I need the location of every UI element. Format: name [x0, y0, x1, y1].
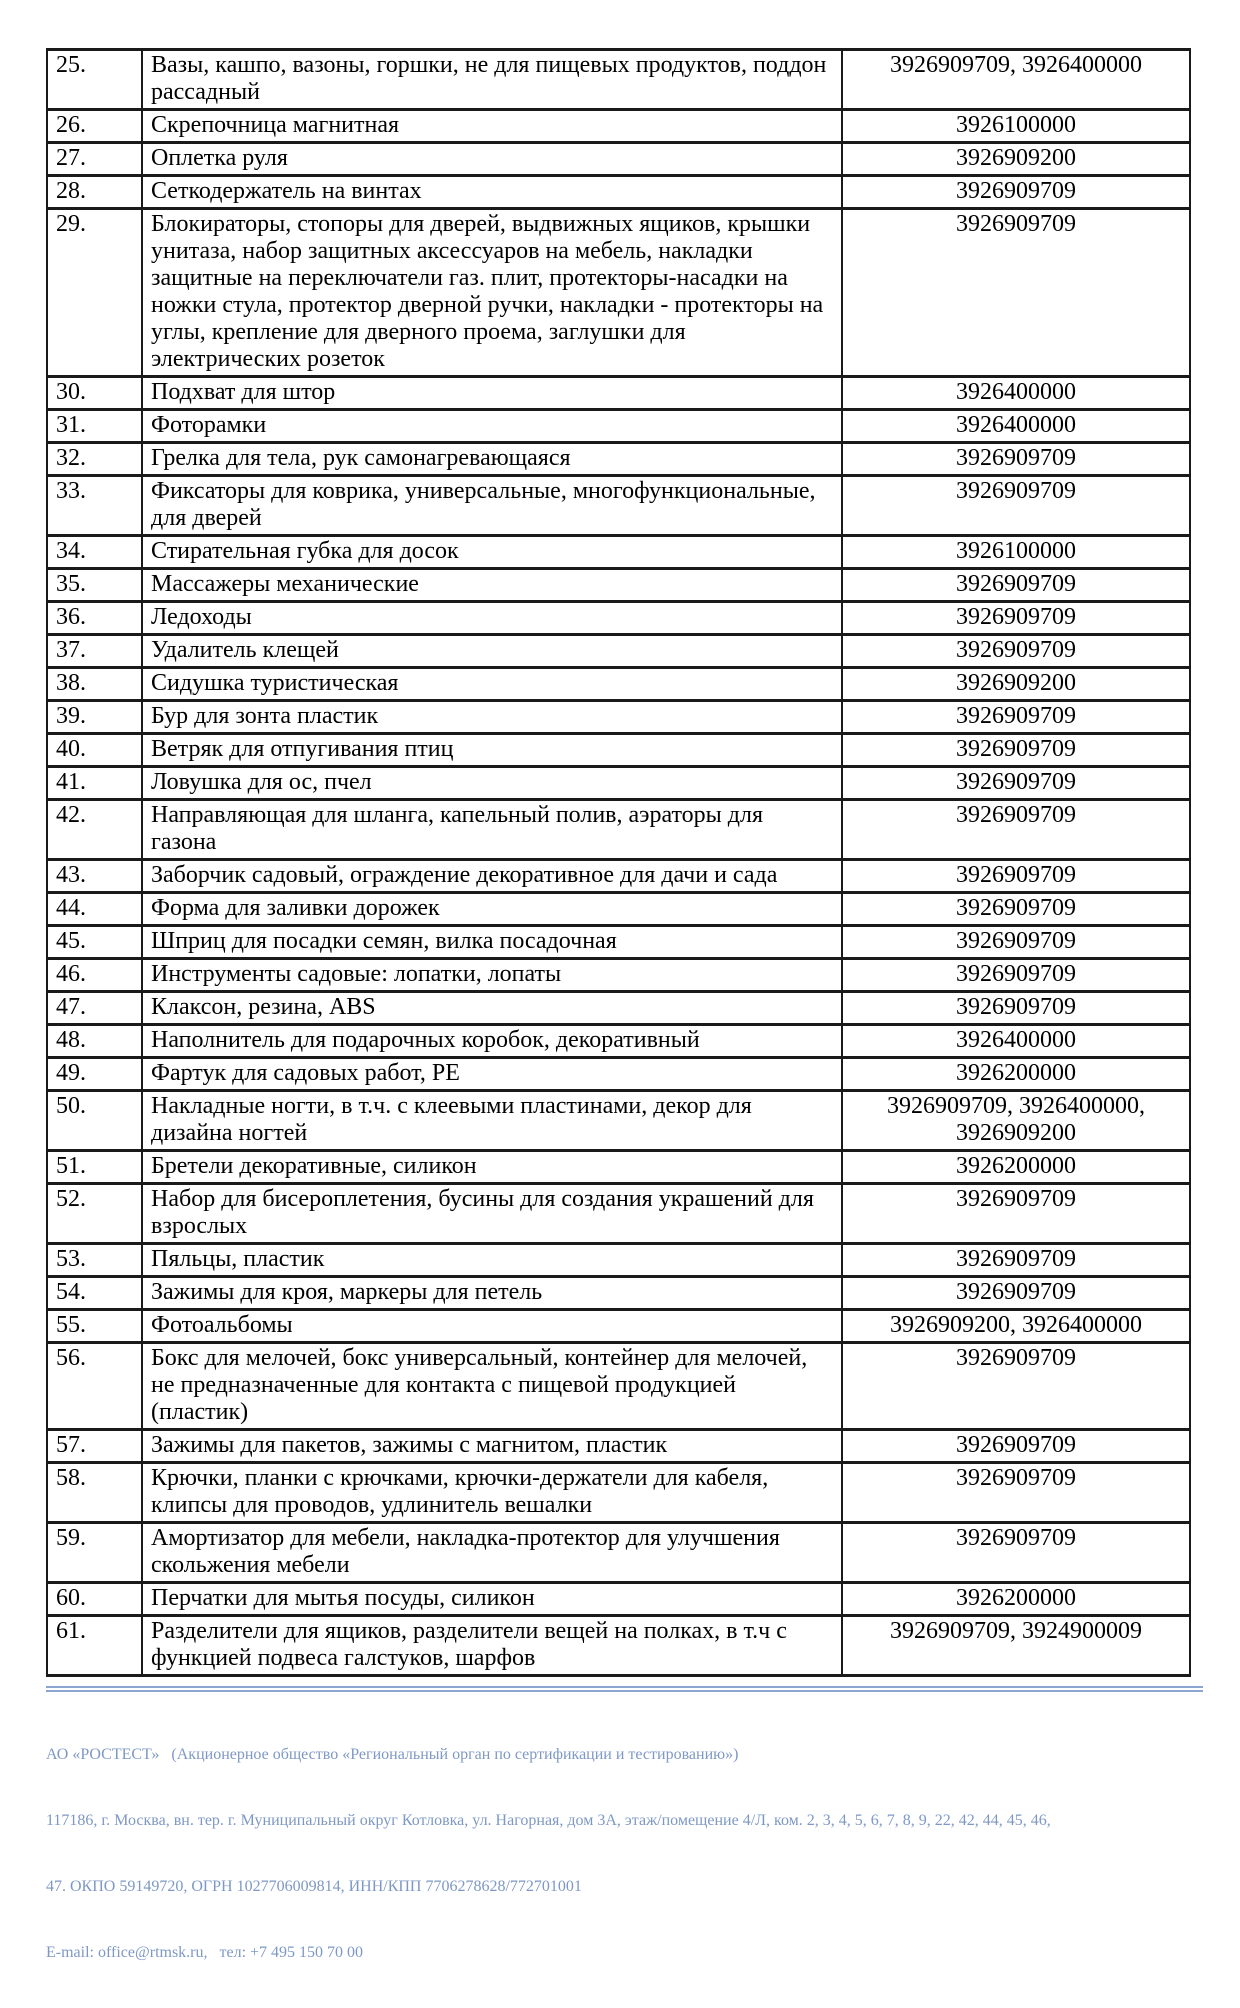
table-row: [47, 410, 1190, 443]
row-description-cell: Блокираторы, стопоры для дверей, выдвижных ящиков, крышки унитаза, набор защитных аксессуаров на мебель, накладки защитные на переключатели газ. плит, протекторы-насадки на ножки стула, протектор дверной ручки, накладки - протекторы на углы, крепление для дверного проема, заглушки для электрических розеток: [142, 209, 842, 377]
row-number-cell: 29.: [47, 209, 142, 377]
row-description-cell: Разделители для ящиков, разделители вещей на полках, в т.ч с функцией подвеса галстуков, шарфов: [142, 1616, 842, 1676]
row-number-cell: 48.: [47, 1025, 142, 1058]
row-description-cell: Сеткодержатель на винтах: [142, 176, 842, 209]
row-codes-cell: 3926909709: [842, 476, 1190, 536]
row-description-cell: Набор для бисероплетения, бусины для создания украшений для взрослых: [142, 1184, 842, 1244]
row-description-cell: Стирательная губка для досок: [142, 536, 842, 569]
table-row: [47, 110, 1190, 143]
row-codes-cell: 3926909709: [842, 1184, 1190, 1244]
row-description-cell: Направляющая для шланга, капельный полив, аэраторы для газона: [142, 800, 842, 860]
table-row: [47, 1025, 1190, 1058]
row-number-cell: 39.: [47, 701, 142, 734]
row-codes-cell: 3926909709: [842, 602, 1190, 635]
row-number-cell: 59.: [47, 1523, 142, 1583]
row-codes-cell: 3926400000: [842, 1025, 1190, 1058]
footer-address-line: 117186, г. Москва, вн. тер. г. Муниципальный округ Котловка, ул. Нагорная, дом 3А, этаж/помещение 4/Л, ком. 2, 3, 4, 5, 6, 7, 8, 9, 22, 42, 44, 45, 46,: [46, 1812, 1051, 1829]
footer-company-line: АО «РОСТЕСТ» (Акционерное общество «Региональный орган по сертификации и тестированию»): [46, 1746, 739, 1763]
row-description-cell: Бокс для мелочей, бокс универсальный, контейнер для мелочей, не предназначенные для контакта с пищевой продукцией (пластик): [142, 1343, 842, 1430]
footer-divider-rule: [46, 1686, 1203, 1692]
row-description-cell: Накладные ногти, в т.ч. с клеевыми пластинами, декор для дизайна ногтей: [142, 1091, 842, 1151]
row-codes-cell: 3926909709: [842, 860, 1190, 893]
row-description-cell: Пяльцы, пластик: [142, 1244, 842, 1277]
row-description-cell: Грелка для тела, рук самонагревающаяся: [142, 443, 842, 476]
row-codes-cell: 3926100000: [842, 110, 1190, 143]
row-description-cell: Скрепочница магнитная: [142, 110, 842, 143]
row-codes-cell: 3926909709: [842, 701, 1190, 734]
row-description-cell: Массажеры механические: [142, 569, 842, 602]
table-row: [47, 1151, 1190, 1184]
table-row: [47, 1310, 1190, 1343]
row-codes-cell: 3926909709: [842, 1244, 1190, 1277]
row-description-cell: Фиксаторы для коврика, универсальные, многофункциональные, для дверей: [142, 476, 842, 536]
table-row: [47, 1343, 1190, 1430]
table-row: [47, 1523, 1190, 1583]
table-row: [47, 668, 1190, 701]
row-codes-cell: 3926909709: [842, 209, 1190, 377]
table-row: [47, 926, 1190, 959]
row-codes-cell: 3926200000: [842, 1151, 1190, 1184]
row-number-cell: 46.: [47, 959, 142, 992]
row-number-cell: 44.: [47, 893, 142, 926]
row-codes-cell: 3926909709: [842, 1523, 1190, 1583]
row-number-cell: 58.: [47, 1463, 142, 1523]
footer: [46, 1700, 1203, 2008]
row-description-cell: Крючки, планки с крючками, крючки-держатели для кабеля, клипсы для проводов, удлинитель вешалки: [142, 1463, 842, 1523]
row-description-cell: Перчатки для мытья посуды, силикон: [142, 1583, 842, 1616]
row-codes-cell: 3926200000: [842, 1583, 1190, 1616]
row-codes-cell: 3926909709: [842, 800, 1190, 860]
row-number-cell: 37.: [47, 635, 142, 668]
table-row: [47, 443, 1190, 476]
row-codes-cell: 3926909709: [842, 767, 1190, 800]
row-description-cell: Наполнитель для подарочных коробок, декоративный: [142, 1025, 842, 1058]
codes-table: [46, 48, 1191, 1677]
table-row: [47, 1091, 1190, 1151]
row-description-cell: Зажимы для кроя, маркеры для петель: [142, 1277, 842, 1310]
row-codes-cell: 3926909709: [842, 1343, 1190, 1430]
row-number-cell: 49.: [47, 1058, 142, 1091]
row-number-cell: 57.: [47, 1430, 142, 1463]
document-page: [0, 48, 1240, 1961]
table-row: [47, 1463, 1190, 1523]
row-description-cell: Фоторамки: [142, 410, 842, 443]
table-row: [47, 635, 1190, 668]
table-row: [47, 476, 1190, 536]
row-codes-cell: 3926909709: [842, 635, 1190, 668]
table-row: [47, 377, 1190, 410]
table-row: [47, 209, 1190, 377]
row-number-cell: 26.: [47, 110, 142, 143]
row-codes-cell: 3926909200: [842, 143, 1190, 176]
row-description-cell: Ловушка для ос, пчел: [142, 767, 842, 800]
table-row: [47, 734, 1190, 767]
table-row: [47, 1430, 1190, 1463]
row-number-cell: 43.: [47, 860, 142, 893]
table-row: [47, 1244, 1190, 1277]
row-description-cell: Заборчик садовый, ограждение декоративное для дачи и сада: [142, 860, 842, 893]
row-number-cell: 54.: [47, 1277, 142, 1310]
table-row: [47, 860, 1190, 893]
row-number-cell: 45.: [47, 926, 142, 959]
row-codes-cell: 3926909709: [842, 1430, 1190, 1463]
row-number-cell: 30.: [47, 377, 142, 410]
row-description-cell: Фотоальбомы: [142, 1310, 842, 1343]
codes-table-body: [47, 50, 1190, 1676]
row-description-cell: Сидушка туристическая: [142, 668, 842, 701]
row-codes-cell: 3926909709, 3924900009: [842, 1616, 1190, 1676]
table-row: [47, 1277, 1190, 1310]
row-number-cell: 27.: [47, 143, 142, 176]
row-description-cell: Шприц для посадки семян, вилка посадочная: [142, 926, 842, 959]
row-description-cell: Амортизатор для мебели, накладка-протектор для улучшения скольжения мебели: [142, 1523, 842, 1583]
row-description-cell: Клаксон, резина, ABS: [142, 992, 842, 1025]
table-row: [47, 536, 1190, 569]
row-number-cell: 35.: [47, 569, 142, 602]
row-codes-cell: 3926909709: [842, 992, 1190, 1025]
table-row: [47, 602, 1190, 635]
row-number-cell: 38.: [47, 668, 142, 701]
table-row: [47, 1583, 1190, 1616]
row-number-cell: 32.: [47, 443, 142, 476]
table-row: [47, 176, 1190, 209]
row-description-cell: Зажимы для пакетов, зажимы с магнитом, пластик: [142, 1430, 842, 1463]
table-row: [47, 800, 1190, 860]
row-codes-cell: 3926200000: [842, 1058, 1190, 1091]
row-codes-cell: 3926909200: [842, 668, 1190, 701]
table-row: [47, 1184, 1190, 1244]
row-codes-cell: 3926100000: [842, 536, 1190, 569]
table-row: [47, 50, 1190, 110]
table-row: [47, 569, 1190, 602]
row-number-cell: 36.: [47, 602, 142, 635]
row-number-cell: 55.: [47, 1310, 142, 1343]
row-number-cell: 56.: [47, 1343, 142, 1430]
row-number-cell: 61.: [47, 1616, 142, 1676]
footer-registration-line: 47. ОКПО 59149720, ОГРН 1027706009814, ИНН/КПП 7706278628/772701001: [46, 1878, 582, 1895]
table-row: [47, 992, 1190, 1025]
row-codes-cell: 3926909709, 3926400000, 3926909200: [842, 1091, 1190, 1151]
row-description-cell: Фартук для садовых работ, PE: [142, 1058, 842, 1091]
row-number-cell: 28.: [47, 176, 142, 209]
row-codes-cell: 3926909709: [842, 443, 1190, 476]
row-number-cell: 53.: [47, 1244, 142, 1277]
footer-contact-line: E-mail: office@rtmsk.ru, тел: +7 495 150 70 00: [46, 1944, 364, 1961]
table-row: [47, 1058, 1190, 1091]
row-codes-cell: 3926909709: [842, 176, 1190, 209]
row-number-cell: 60.: [47, 1583, 142, 1616]
row-description-cell: Инструменты садовые: лопатки, лопаты: [142, 959, 842, 992]
row-codes-cell: 3926909709: [842, 893, 1190, 926]
row-description-cell: Ветряк для отпугивания птиц: [142, 734, 842, 767]
row-codes-cell: 3926400000: [842, 377, 1190, 410]
row-codes-cell: 3926909709: [842, 1463, 1190, 1523]
table-row: [47, 143, 1190, 176]
row-description-cell: Удалитель клещей: [142, 635, 842, 668]
row-number-cell: 51.: [47, 1151, 142, 1184]
table-row: [47, 767, 1190, 800]
row-number-cell: 47.: [47, 992, 142, 1025]
row-number-cell: 50.: [47, 1091, 142, 1151]
row-description-cell: Форма для заливки дорожек: [142, 893, 842, 926]
row-codes-cell: 3926909709: [842, 569, 1190, 602]
row-description-cell: Бретели декоративные, силикон: [142, 1151, 842, 1184]
row-codes-cell: 3926909709: [842, 734, 1190, 767]
row-description-cell: Вазы, кашпо, вазоны, горшки, не для пищевых продуктов, поддон рассадный: [142, 50, 842, 110]
table-row: [47, 701, 1190, 734]
row-codes-cell: 3926909709: [842, 926, 1190, 959]
row-number-cell: 52.: [47, 1184, 142, 1244]
table-row: [47, 1616, 1190, 1676]
row-number-cell: 33.: [47, 476, 142, 536]
row-number-cell: 41.: [47, 767, 142, 800]
row-number-cell: 40.: [47, 734, 142, 767]
row-codes-cell: 3926909709: [842, 959, 1190, 992]
row-description-cell: Ледоходы: [142, 602, 842, 635]
row-codes-cell: 3926400000: [842, 410, 1190, 443]
row-description-cell: Подхват для штор: [142, 377, 842, 410]
row-codes-cell: 3926909709: [842, 1277, 1190, 1310]
row-codes-cell: 3926909709, 3926400000: [842, 50, 1190, 110]
row-number-cell: 31.: [47, 410, 142, 443]
row-number-cell: 34.: [47, 536, 142, 569]
row-number-cell: 25.: [47, 50, 142, 110]
row-codes-cell: 3926909200, 3926400000: [842, 1310, 1190, 1343]
row-number-cell: 42.: [47, 800, 142, 860]
row-description-cell: Бур для зонта пластик: [142, 701, 842, 734]
table-row: [47, 893, 1190, 926]
table-row: [47, 959, 1190, 992]
row-description-cell: Оплетка руля: [142, 143, 842, 176]
